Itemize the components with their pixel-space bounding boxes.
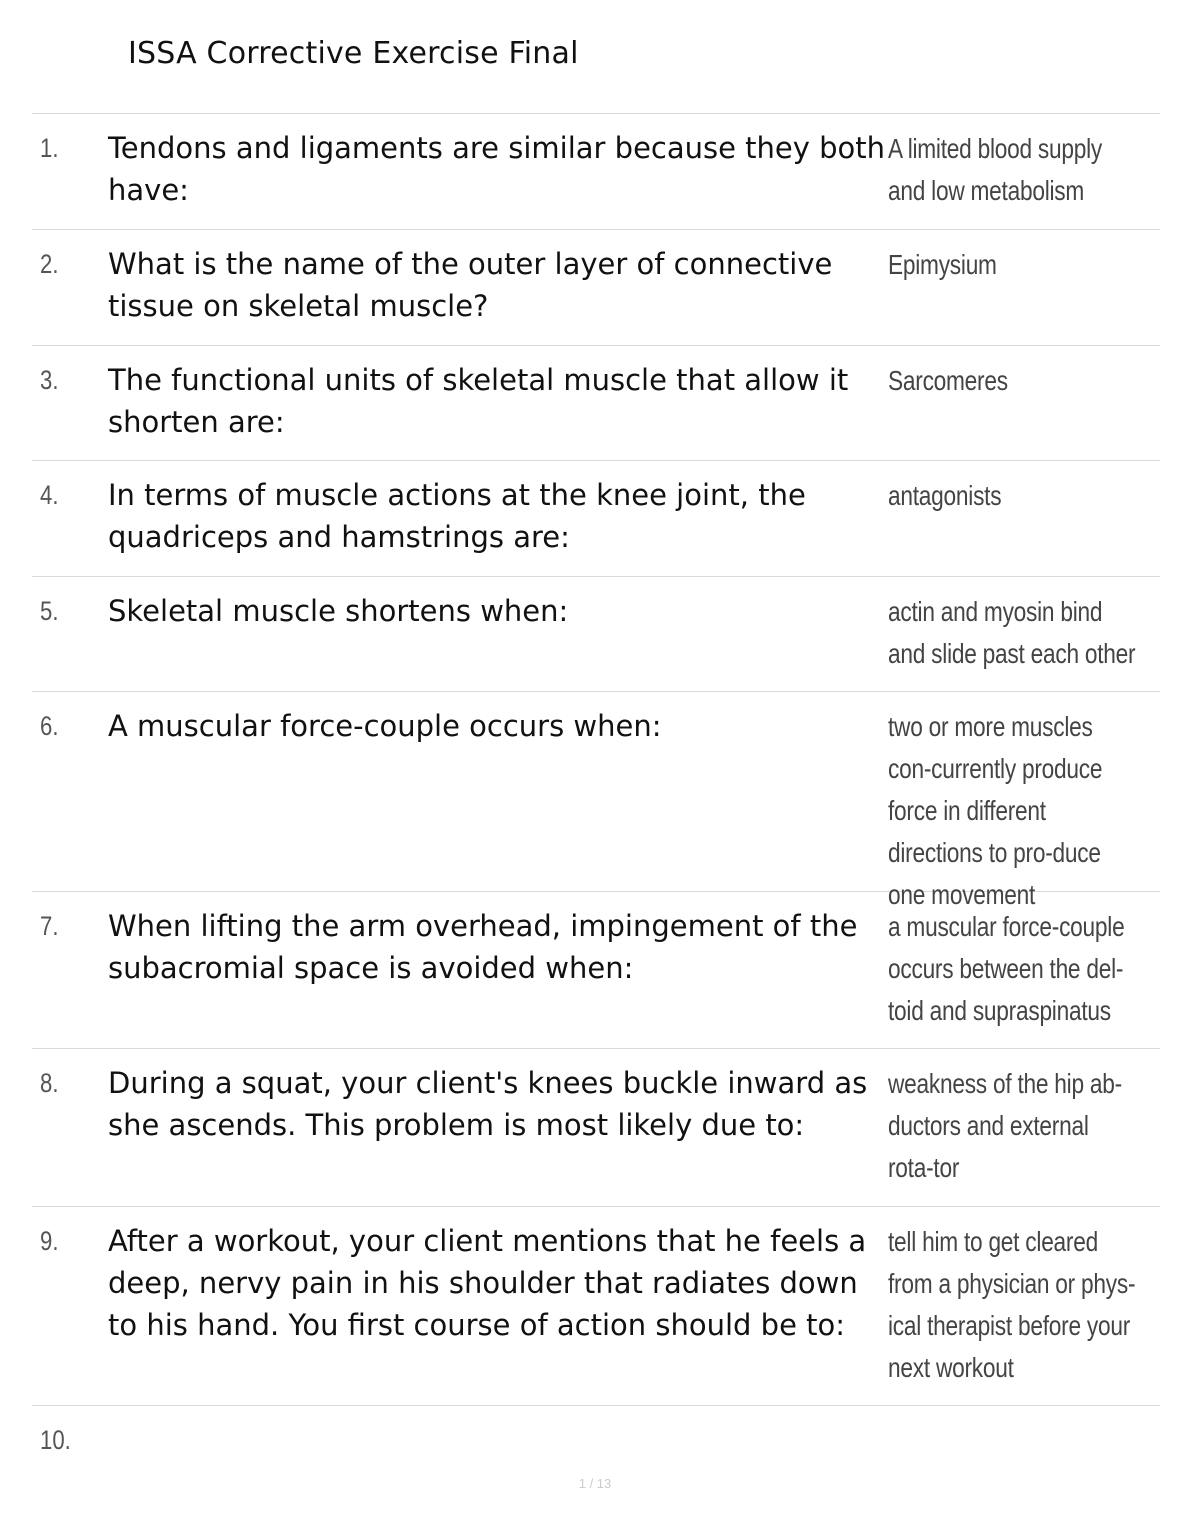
flashcard-list xyxy=(32,113,1160,1476)
item-answer: actin and myosin bind and slide past each other xyxy=(888,596,1136,669)
item-number: 5. xyxy=(40,596,59,626)
list-item xyxy=(32,1406,1160,1476)
item-question: After a workout, your client mentions that he feels a deep, nervy pain in his shoulder that radiates down to his hand. You first course of action should be to: xyxy=(108,1224,867,1342)
item-question: During a squat, your client's knees buckle inward as she ascends. This problem is most likely due to: xyxy=(108,1066,868,1142)
item-number: 8. xyxy=(40,1068,59,1098)
list-item xyxy=(32,114,1160,230)
list-item xyxy=(32,346,1160,461)
item-number: 1. xyxy=(40,133,59,163)
item-number: 2. xyxy=(40,249,59,279)
item-answer: Epimysium xyxy=(888,249,997,280)
list-item xyxy=(32,1207,1160,1406)
item-answer: Sarcomeres xyxy=(888,365,1008,396)
item-question: A muscular force-couple occurs when: xyxy=(108,709,662,743)
list-item xyxy=(32,692,1160,910)
list-item xyxy=(32,892,1160,1049)
item-answer: a muscular force-couple occurs between the del-toid and supraspinatus xyxy=(888,911,1125,1026)
item-number: 9. xyxy=(40,1226,59,1256)
item-question: Tendons and ligaments are similar because they both have: xyxy=(108,131,886,207)
item-answer: A limited blood supply and low metabolism xyxy=(888,133,1103,206)
item-question: What is the name of the outer layer of connective tissue on skeletal muscle? xyxy=(108,247,833,323)
item-number: 10. xyxy=(40,1425,71,1455)
item-question: The functional units of skeletal muscle that allow it shorten are: xyxy=(108,363,849,439)
list-item xyxy=(32,230,1160,346)
item-number: 6. xyxy=(40,711,59,741)
list-item xyxy=(32,577,1160,692)
item-question: Skeletal muscle shortens when: xyxy=(108,594,569,628)
item-number: 7. xyxy=(40,911,59,941)
item-question: In terms of muscle actions at the knee joint, the quadriceps and hamstrings are: xyxy=(108,478,806,554)
list-item xyxy=(32,1049,1160,1207)
item-question: When lifting the arm overhead, impingement of the subacromial space is avoided when: xyxy=(108,909,858,985)
item-answer: weakness of the hip ab-ductors and external rota-tor xyxy=(888,1068,1122,1183)
list-item xyxy=(32,461,1160,577)
item-answer: antagonists xyxy=(888,480,1002,511)
item-answer: two or more muscles con-currently produce force in different directions to pro-duce one movement xyxy=(888,711,1103,910)
item-number: 4. xyxy=(40,480,59,510)
page-indicator: 1 / 13 xyxy=(578,1476,612,1491)
document-title: ISSA Corrective Exercise Final xyxy=(128,36,579,71)
item-number: 3. xyxy=(40,365,59,395)
item-answer: tell him to get cleared from a physician or phys-ical therapist before your next workout xyxy=(888,1226,1136,1383)
